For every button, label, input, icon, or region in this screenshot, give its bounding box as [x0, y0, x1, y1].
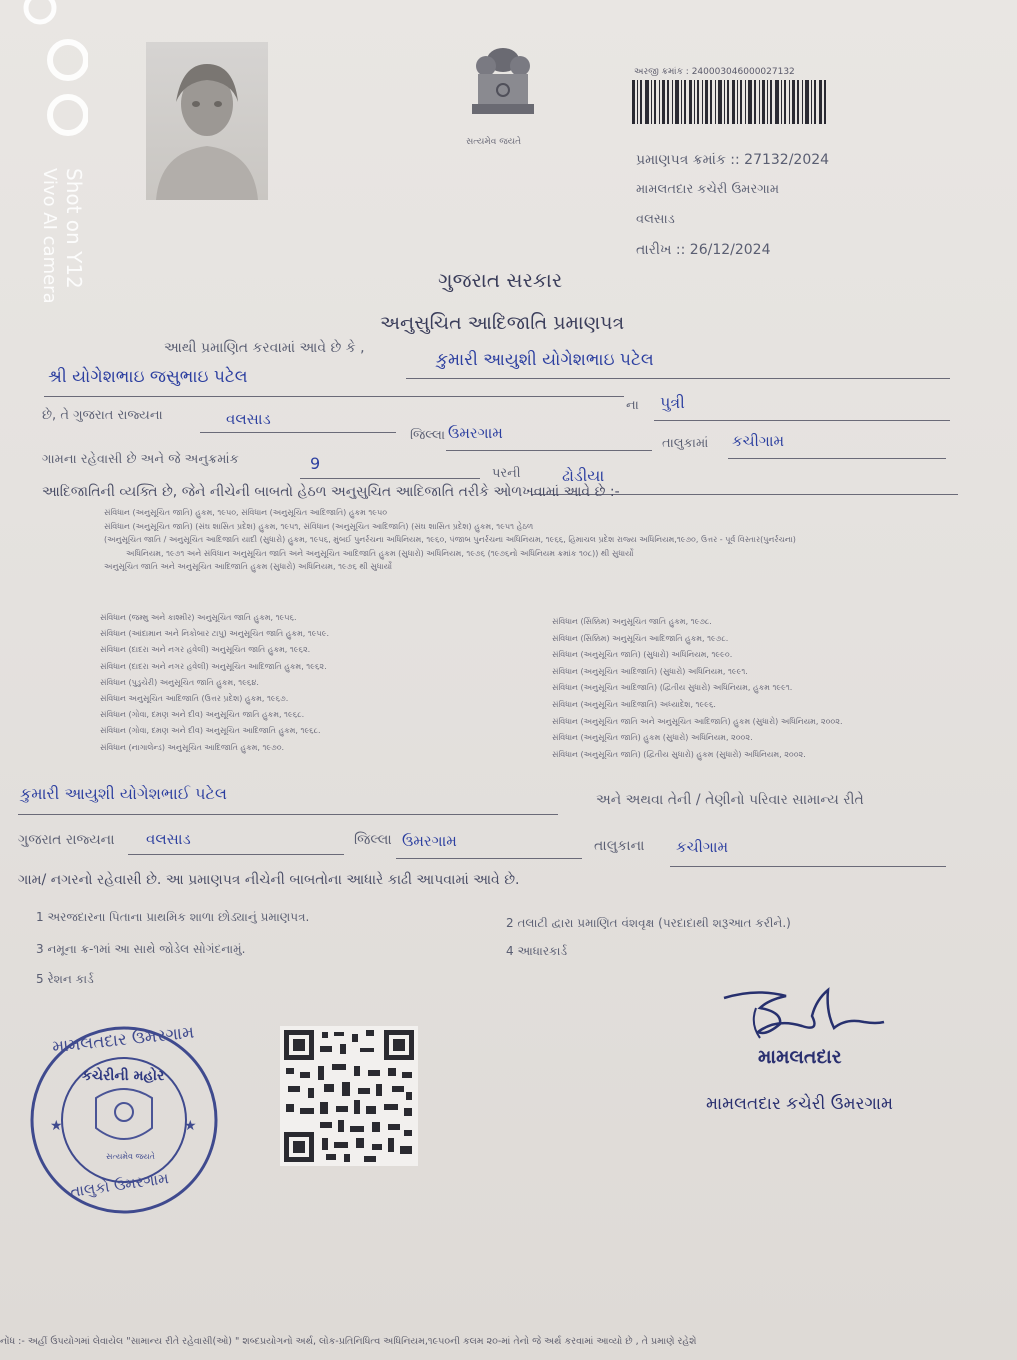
- residence-district-label: જિલ્લા: [354, 832, 392, 848]
- barcode: [630, 80, 830, 124]
- issue-date: તારીખ :: 26/12/2024: [636, 242, 771, 258]
- rule: [300, 478, 480, 479]
- national-emblem-icon: [458, 38, 548, 138]
- footnote: નોંધ :- અહીં ઉપયોગમાં લેવાયેલ "સામાન્ય રીતે રહેવાસી(ઓ) " શબ્દપ્રયોગનો અર્થ, લોક-પ્રતિનિધિત્વ અધિનિયમ,૧૯૫૦ની કલમ ૨૦-માં તેનો જે અર્થ કરવામાં આવ્યો છે , તે પ્રમાણે રહેશે: [0, 1336, 697, 1347]
- state-label: છે, તે ગુજરાત રાજ્યના: [42, 408, 163, 423]
- rule: [200, 432, 396, 433]
- camera-watermark-line1: Shot on Y12: [62, 168, 86, 289]
- tribe: ઢોડીયા: [562, 466, 605, 485]
- issuing-office: મામલતદાર કચેરી ઉમરગામ: [636, 182, 780, 197]
- order-item: સંવિધાન (અનુસૂચિત આદિજાતિ) (સુધારો) અધિનિયમ, ૧૯૯૧.: [552, 666, 748, 676]
- order-item: સંવિધાન (અનુસૂચિત જાતિ) (સંઘ શાસિત પ્રદેશ) હુકમ, ૧૯૫૧, સંવિધાન (અનુસૂચિત આદિજાતિ) (સંઘ શાસિત પ્રદેશ) હુકમ, ૧૯૫૧ હેઠળ: [104, 521, 534, 531]
- rule: [396, 858, 582, 859]
- certificate-number: પ્રમાણપત્ર ક્રમાંક :: 27132/2024: [636, 152, 830, 168]
- certificate-title: અનુસુચિત આદિજાતિ પ્રમાણપત્ર: [380, 312, 625, 334]
- issuing-district: વલસાડ: [636, 212, 675, 227]
- order-item: અધિનિયમ, ૧૯૭૧ અને સંવિધાન અનુસૂચિત જાતિ અને અનુસૂચિત આદિજાતિ હુકમ (સુધારો) અધિનિયમ, ૧૯૭૬ (૧૯૭૬નો અધિનિયમ ક્રમાંક ૧૦૮)) થી સુધાર્યો: [126, 548, 634, 558]
- signatory-office: મામલતદાર કચેરી ઉમરગામ: [706, 1094, 894, 1114]
- father-name: શ્રી યોગેશભાઇ જસુભાઇ પટેલ: [48, 367, 248, 387]
- relation: પુત્રી: [660, 393, 685, 412]
- taluka: ઉમરગામ: [448, 424, 503, 442]
- order-item: સંવિધાન (જમ્મુ અને કાશ્મીર) અનુસૂચિત જાતિ હુકમ, ૧૯૫૬.: [100, 613, 297, 622]
- order-item: સંવિધાન (ગોવા, દમણ અને દીવ) અનુસૂચિત આદિજાતિ હુકમ, ૧૯૬૮.: [100, 726, 321, 736]
- basis-intro: ગામ/ નગરનો રહેવાસી છે. આ પ્રમાણપત્ર નીચેની બાબતોના આધારે કાઢી આપવામાં આવે છે.: [18, 872, 520, 888]
- order-item: સંવિધાન (આંદામાન અને નિકોબાર ટાપુ) અનુસૂચિત જાતિ હુકમ, ૧૯૫૯.: [100, 629, 330, 639]
- seal-center-text: કચેરીની મહોર: [82, 1068, 165, 1084]
- order-item: સંવિધાન (દાદરા અને નગર હવેલી) અનુસૂચિત આદિજાતિ હુકમ, ૧૯૬૨.: [100, 661, 327, 671]
- order-item: સંવિધાન (સિક્કિમ) અનુસૂચિત જાતિ હુકમ, ૧૯૭૮.: [552, 617, 712, 626]
- order-item: સંવિધાન (અનુસૂચિત જાતિ અને અનુસૂચિત આદિજાતિ) હુકમ (સુધારો) અધિનિયમ, ૨૦૦૨.: [552, 716, 843, 726]
- camera-logo-icon: [18, 0, 88, 144]
- order-item: સંવિધાન (અનુસૂચિત આદિજાતિ) (દ્વિતીય સુધારો) અધિનિયમ, હુકમ ૧૯૯૧.: [552, 683, 793, 693]
- order-item: અનુસૂચિત જાતિ અને અનુસૂચિત આદિજાતિ હુકમ (સુધારો) અધિનિયમ, ૧૯૭૬ થી સુધાર્યો: [104, 562, 393, 571]
- district: વલસાડ: [226, 410, 271, 428]
- order-item: સંવિધાન (અનુસૂચિત જાતિ) (દ્વિતીય સુધારો) હુકમ (સુધારો) અધિનિયમ, ૨૦૦૨.: [552, 749, 806, 759]
- order-item: સંવિધાન અનુસૂચિત આદિજાતિ (ઉત્તર પ્રદેશ) હુકમ, ૧૯૬૭.: [100, 694, 289, 704]
- basis-item-3: 3 નમૂના ક્ર-૧માં આ સાથે જોડેલ સોગંદનામું.: [36, 942, 246, 956]
- signatory-designation: મામલતદાર: [758, 1046, 842, 1068]
- emblem-caption: સત્યમેવ જયતે: [466, 137, 522, 147]
- government-title: ગુજરાત સરકાર: [438, 268, 563, 292]
- order-item: સંવિધાન (સિક્કિમ) અનુસૂચિત આદિજાતિ હુકમ, ૧૯૭૮.: [552, 633, 729, 643]
- camera-watermark-line2: Vivo AI camera: [39, 168, 60, 304]
- seal-motto: સત્યમેવ જયતે: [106, 1152, 155, 1161]
- orders-left: [100, 610, 329, 756]
- order-item: સંવિધાન (અનુસૂચિત જાતિ) હુકમ, ૧૯૫૦, સંવિધાન (અનુસૂચિત આદિજાતિ) હુકમ ૧૯૫૦: [104, 508, 388, 517]
- rule: [44, 396, 624, 397]
- intro-text: આથી પ્રમાણિત કરવામાં આવે છે કે ,: [164, 340, 365, 356]
- residence-taluka: ઉમરગામ: [402, 832, 457, 850]
- orders-right: [552, 614, 843, 763]
- orders-top: [104, 506, 796, 574]
- applicant-name: કુમારી આયુશી યોગેશભાઇ પટેલ: [436, 350, 654, 370]
- basis-item-1: 1 અરજદારના પિતાના પ્રાથમિક શાળા છોડ્યાનું પ્રમાણપત્ર.: [36, 910, 310, 924]
- seal-bottom-text: તાલુકો ઉમરગામ: [69, 1169, 170, 1201]
- seal-top-text: મામલતદાર ઉમરગામ: [51, 1022, 196, 1058]
- rule: [670, 866, 946, 867]
- resident-label: ગામના રહેવાસી છે અને જે અનુક્રમાંક: [42, 452, 239, 467]
- order-item: સંવિધાન (અનુસૂચિત જાતિ) (સુધારો) અધિનિયમ, ૧૯૯૦.: [552, 650, 733, 660]
- residence-village: કચીગામ: [676, 838, 729, 856]
- rule: [18, 814, 558, 815]
- order-item: સંવિધાન (પુડુચેરી) અનુસૂચિત જાતિ હુકમ, ૧૯૬૪.: [100, 677, 259, 687]
- taluka-label: તાલુકામાં: [662, 436, 709, 451]
- rule: [654, 420, 950, 421]
- rule: [406, 378, 950, 379]
- basis-item-5: 5 રેશન કાર્ડ: [36, 972, 94, 986]
- residence-district: વલસાડ: [146, 830, 191, 848]
- family-label: અને અથવા તેની / તેણીનો પરિવાર સામાન્ય રીતે: [596, 792, 864, 808]
- order-item: સંવિધાન (નાગાલેન્ડ) અનુસૂચિત આદિજાતિ હુકમ, ૧૯૭૦.: [100, 742, 285, 752]
- order-item: સંવિધાન (અનુસૂચિત આદિજાતિ) અધ્યાદેશ, ૧૯૯૬.: [552, 699, 716, 709]
- residence-state-label: ગુજરાત રાજ્યના: [18, 832, 115, 848]
- svg-text:★: ★: [184, 1118, 197, 1134]
- officer-signature: [716, 978, 896, 1048]
- rule: [128, 854, 344, 855]
- serial-number: 9: [310, 454, 321, 473]
- residence-taluka-label: તાલુકાના: [594, 838, 645, 854]
- order-item: સંવિધાન (ગોવા, દમણ અને દીવ) અનુસૂચિત જાતિ હુકમ, ૧૯૬૮.: [100, 710, 305, 720]
- svg-text:★: ★: [50, 1118, 63, 1134]
- tribe-line: આદિજાતિની વ્યક્તિ છે, જેને નીચેની બાબતો હેઠળ અનુસુચિત આદિજાતિ તરીકે ઓળખવામાં આવે છે :-: [42, 484, 620, 500]
- district-label: જિલ્લા: [410, 428, 446, 443]
- rule: [446, 450, 652, 451]
- serial-label: પરની: [492, 466, 521, 481]
- residence-name: કુમારી આયુશી યોગેશભાઈ પટેલ: [20, 784, 227, 803]
- applicant-photo: [146, 42, 268, 200]
- order-item: સંવિધાન (અનુસૂચિત જાતિ) હુકમ (સુધારો) અધિનિયમ, ૨૦૦૨.: [552, 733, 753, 743]
- rule: [728, 458, 946, 459]
- basis-item-4: 4 આધારકાર્ડ: [506, 944, 568, 958]
- basis-item-2: 2 તલાટી દ્વારા પ્રમાણિત વંશવૃક્ષ (પરદાદાથી શરૂઆત કરીને.): [506, 916, 791, 930]
- order-item: (અનુસૂચિત જાતિ / અનુસૂચિત આદિજાતિ યાદી (સુધારો) હુકમ, ૧૯૫૬, મુંબઈ પુનર્રચના અધિનિયમ, ૧૯૬૦, પંજાબ પુનર્રચના અધિનિયમ, ૧૯૬૬, હિમાચલ પ્રદેશ રાજ્ય અધિનિયમ,૧૯૭૦, ઉત્તર - પૂર્વ વિસ્તાર(પુનર્રચના): [104, 535, 796, 544]
- relation-label: ના: [626, 398, 639, 413]
- order-item: સંવિધાન (દાદરા અને નગર હવેલી) અનુસૂચિત જાતિ હુકમ, ૧૯૬૨.: [100, 645, 311, 655]
- qr-code: [280, 1026, 418, 1166]
- barcode-label: અરજી ક્રમાંક : 240003046000027132: [634, 67, 795, 77]
- village: કચીગામ: [732, 432, 785, 450]
